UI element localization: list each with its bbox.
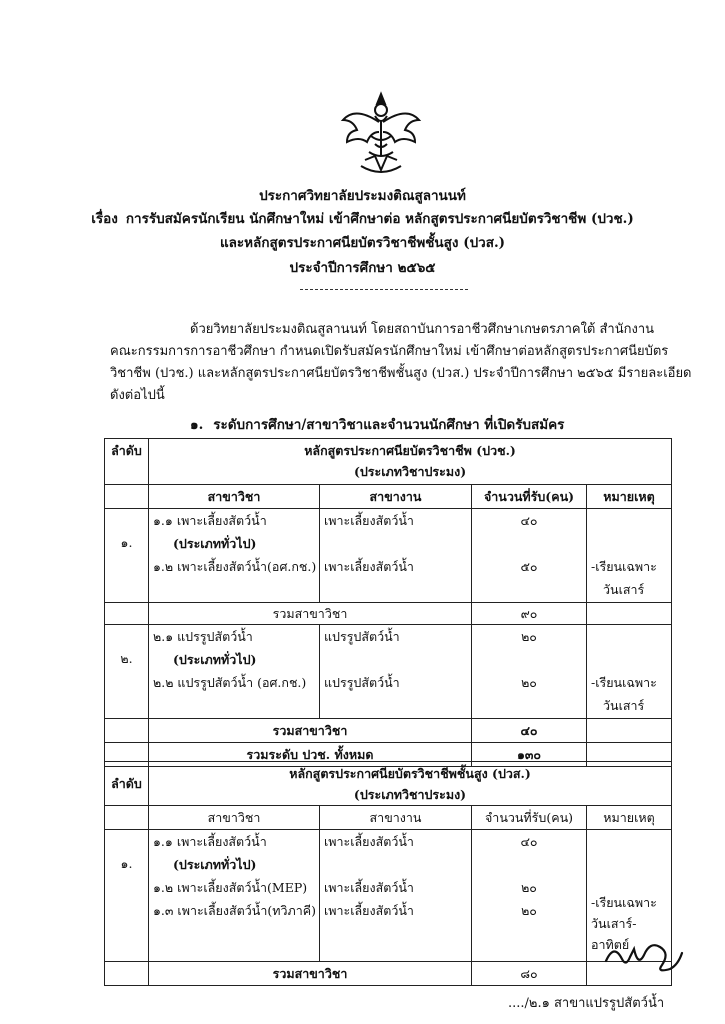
program-title: หลักสูตรประกาศนียบัตรวิชาชีพชั้นสูง (ปวส.) xyxy=(289,766,531,781)
count-cell xyxy=(472,509,587,603)
count-cell xyxy=(472,830,587,962)
empty-cell xyxy=(105,962,149,986)
major-line: ๑.๒ เพาะเลี้ยงสัตว์น้ำ(อศ.กช.) xyxy=(153,559,317,574)
program-type: (ประเภทวิชาประมง) xyxy=(353,787,467,802)
field-line xyxy=(324,648,467,671)
divider xyxy=(300,289,468,290)
major-line: ๒.๑ แปรรูปสัตว์น้ำ xyxy=(153,629,253,644)
note-line xyxy=(591,830,667,853)
table-row xyxy=(105,509,672,603)
note-line: อาทิตย์ xyxy=(591,937,630,952)
pvc-table xyxy=(104,438,672,767)
field-cell xyxy=(320,509,472,603)
col-major: สาขาวิชา xyxy=(149,806,320,830)
note-line xyxy=(591,876,667,892)
program-type: (ประเภทวิชาประมง) xyxy=(353,464,467,479)
note-line xyxy=(591,532,667,555)
col-field: สาขางาน xyxy=(320,485,472,509)
announcement-title: ประกาศวิทยาลัยประมงติณสูลานนท์ xyxy=(259,188,466,204)
subtotal-row xyxy=(105,719,672,743)
col-note: หมายเหตุ xyxy=(587,806,672,830)
program-header xyxy=(149,439,672,485)
field-line: แปรรูปสัตว์น้ำ xyxy=(324,675,400,690)
field-line xyxy=(324,853,467,876)
field-line: เพาะเลี้ยงสัตว์น้ำ xyxy=(324,834,414,849)
subtotal-value: ๘๐ xyxy=(472,962,587,986)
count-line xyxy=(476,648,582,671)
field-cell xyxy=(320,625,472,719)
hvc-table xyxy=(104,761,672,986)
col-count: จำนวนที่รับ(คน) xyxy=(472,806,587,830)
major-cell xyxy=(149,509,320,603)
note-line: -เรียนเฉพาะ xyxy=(591,675,657,690)
note-line: วันเสาร์- xyxy=(591,916,637,931)
subject-text: การรับสมัครนักเรียน นักศึกษาใหม่ เข้าศึกษาต่อ หลักสูตรประกาศนียบัตรวิชาชีพ (ปวช.) xyxy=(125,211,634,227)
count-line xyxy=(476,853,582,876)
major-line: (ประเภททั่วไป) xyxy=(173,652,257,667)
note-cell xyxy=(587,625,672,719)
order-cell: ๒. xyxy=(105,625,149,719)
table-row xyxy=(105,439,672,485)
field-line xyxy=(324,532,467,555)
signature-mark xyxy=(600,933,685,978)
order-header: ลำดับ xyxy=(105,762,149,806)
major-line: (ประเภททั่วไป) xyxy=(173,536,257,551)
intro-line-4: ดังต่อไปนี้ xyxy=(110,388,165,403)
field-line: เพาะเลี้ยงสัตว์น้ำ xyxy=(324,559,414,574)
section-heading xyxy=(190,413,564,435)
empty-cell xyxy=(105,603,149,625)
col-note: หมายเหตุ xyxy=(587,485,672,509)
count-line: ๔๐ xyxy=(520,834,538,849)
note-line: วันเสาร์ xyxy=(603,582,645,597)
empty-cell xyxy=(105,719,149,743)
subtotal-row xyxy=(105,603,672,625)
table-row xyxy=(105,762,672,806)
intro-line-2: คณะกรรมการการอาชีวศึกษา กำหนดเปิดรับสมัครนักศึกษาใหม่ เข้าศึกษาต่อหลักสูตรประกาศนียบัตร xyxy=(110,344,669,359)
major-line: ๑.๑ เพาะเลี้ยงสัตว์น้ำ xyxy=(153,834,267,849)
major-line: (ประเภททั่วไป) xyxy=(173,857,257,872)
garuda-emblem-icon xyxy=(335,86,427,178)
intro-paragraph xyxy=(110,319,692,407)
total-label: รวมระดับ ปวช. ทั้งหมด xyxy=(149,743,472,767)
col-major: สาขาวิชา xyxy=(149,485,320,509)
table-header-row xyxy=(105,806,672,830)
field-line: เพาะเลี้ยงสัตว์น้ำ xyxy=(324,903,414,918)
major-line: ๑.๒ เพาะเลี้ยงสัตว์น้ำ(MEP) xyxy=(153,880,308,895)
order-header: ลำดับ xyxy=(105,439,149,485)
subtotal-label: รวมสาขาวิชา xyxy=(149,603,472,625)
note-cell xyxy=(587,509,672,603)
major-line: ๑.๓ เพาะเลี้ยงสัตว์น้ำ(ทวิภาคี) xyxy=(153,903,316,918)
program-header xyxy=(149,762,672,806)
subtotal-value: ๔๐ xyxy=(472,719,587,743)
count-line: ๕๐ xyxy=(520,559,538,574)
major-cell xyxy=(149,625,320,719)
col-field: สาขางาน xyxy=(320,806,472,830)
program-title: หลักสูตรประกาศนียบัตรวิชาชีพ (ปวช.) xyxy=(304,443,516,458)
subtotal-value: ๙๐ xyxy=(472,603,587,625)
note-line xyxy=(591,648,667,671)
field-cell xyxy=(320,830,472,962)
subtotal-row xyxy=(105,962,672,986)
note-line: -เรียนเฉพาะ xyxy=(591,559,657,574)
count-line xyxy=(476,532,582,555)
count-line: ๒๐ xyxy=(521,629,537,644)
note-line xyxy=(591,509,667,532)
field-line: แปรรูปสัตว์น้ำ xyxy=(324,629,400,644)
count-line: ๒๐ xyxy=(521,880,537,895)
table-header-row xyxy=(105,485,672,509)
subject-label: เรื่อง xyxy=(91,211,118,227)
field-line: เพาะเลี้ยงสัตว์น้ำ xyxy=(324,880,414,895)
field-line: เพาะเลี้ยงสัตว์น้ำ xyxy=(324,513,414,528)
academic-year: ประจำปีการศึกษา ๒๕๖๕ xyxy=(289,260,436,276)
count-line: ๔๐ xyxy=(520,513,538,528)
order-cell: ๑. xyxy=(105,509,149,603)
major-line: ๒.๒ แปรรูปสัตว์น้ำ (อศ.กช.) xyxy=(153,675,307,690)
empty-cell xyxy=(587,719,672,743)
continuation-note: ..../๒.๑ สาขาแปรรูปสัตว์น้ำ xyxy=(508,996,665,1011)
table-row xyxy=(105,830,672,962)
count-line: ๒๐ xyxy=(521,675,537,690)
count-cell xyxy=(472,625,587,719)
note-line: -เรียนเฉพาะ xyxy=(591,895,657,910)
col-count: จำนวนที่รับ(คน) xyxy=(472,485,587,509)
subtotal-label: รวมสาขาวิชา xyxy=(149,962,472,986)
major-line: ๑.๑ เพาะเลี้ยงสัตว์น้ำ xyxy=(153,513,267,528)
section-number: ๑. xyxy=(190,417,204,433)
subtotal-label: รวมสาขาวิชา xyxy=(149,719,472,743)
note-line xyxy=(591,625,667,648)
total-value: ๑๓๐ xyxy=(472,743,587,767)
subject-line-2: และหลักสูตรประกาศนียบัตรวิชาชีพชั้นสูง (ปวส.) xyxy=(219,235,506,251)
count-line: ๒๐ xyxy=(521,903,537,918)
empty-cell xyxy=(587,603,672,625)
intro-line-3: วิชาชีพ (ปวช.) และหลักสูตรประกาศนียบัตรวิชาชีพชั้นสูง (ปวส.) ประจำปีการศึกษา ๒๕๖๕ มีรายละเอียด xyxy=(110,366,692,381)
intro-line-1: ด้วยวิทยาลัยประมงติณสูลานนท์ โดยสถาบันการอาชีวศึกษาเกษตรภาคใต้ สำนักงาน xyxy=(190,322,655,337)
empty-cell xyxy=(105,485,149,509)
table-row xyxy=(105,625,672,719)
empty-cell xyxy=(105,806,149,830)
note-line: วันเสาร์ xyxy=(603,698,645,713)
section-title: ระดับการศึกษา/สาขาวิชาและจำนวนนักศึกษา ที่เปิดรับสมัคร xyxy=(213,417,565,433)
note-line xyxy=(591,853,667,876)
major-cell xyxy=(149,830,320,962)
order-cell: ๑. xyxy=(105,830,149,962)
subject-line xyxy=(0,207,725,229)
